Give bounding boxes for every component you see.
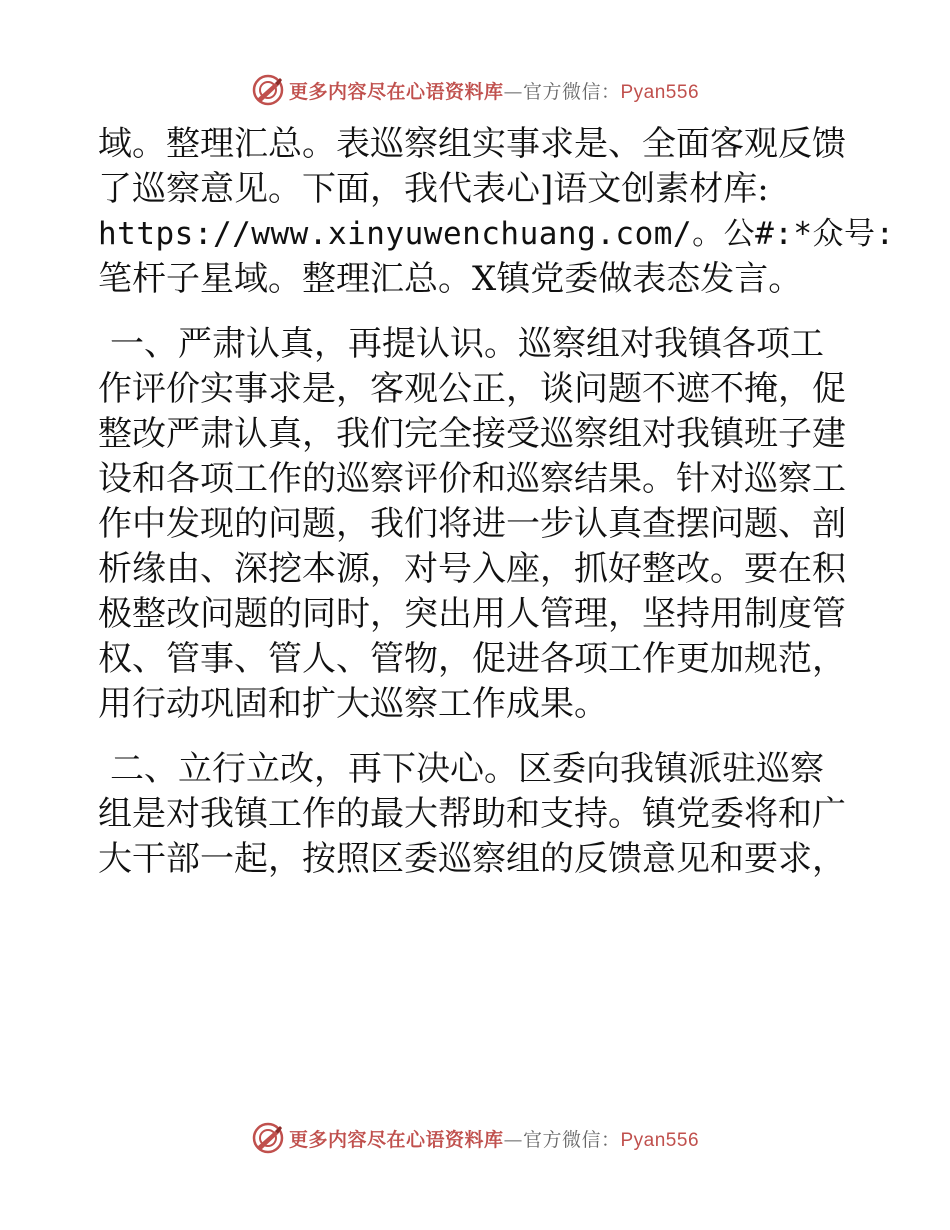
paragraph-line: 作评价实事求是，客观公正，谈问题不遮不掩，促: [98, 369, 846, 409]
header-banner: [0, 70, 950, 110]
header-banner-wechat-id: Pyan556: [620, 81, 700, 103]
footer-banner-main: 更多内容尽在心语资料库: [288, 1128, 504, 1151]
paragraph-line-url: https://www.xinyuwenchuang.com/。公#:*众号:: [98, 216, 895, 252]
paragraph-1: [98, 122, 895, 302]
footer-banner-label: 官方微信：: [522, 1128, 621, 1151]
header-banner-main: 更多内容尽在心语资料库: [288, 80, 504, 103]
paragraph-line: 设和各项工作的巡察评价和巡察结果。针对巡察工: [98, 459, 846, 499]
paragraph-line: 用行动巩固和扩大巡察工作成果。: [98, 684, 608, 724]
paragraph-line: 组是对我镇工作的最大帮助和支持。镇党委将和广: [98, 794, 846, 834]
paragraph-line: 笔杆子星域。整理汇总。X镇党委做表态发言。: [98, 259, 803, 299]
paragraph-line: 作中发现的问题，我们将进一步认真查摆问题、剖: [98, 504, 846, 544]
footer-banner-text: [289, 1125, 699, 1152]
footer-banner-separator: —: [503, 1128, 523, 1151]
paragraph-line: 权、管事、管人、管物，促进各项工作更加规范，: [98, 639, 846, 679]
paragraph-line: 二、立行立改，再下决心。区委向我镇派驻巡察: [110, 749, 824, 789]
paragraph-line: 整改严肃认真，我们完全接受巡察组对我镇班子建: [98, 414, 846, 454]
paragraph-line: 析缘由、深挖本源，对号入座，抓好整改。要在积: [98, 549, 846, 589]
brand-logo-icon: [251, 1121, 285, 1155]
paragraph-line: 极整改问题的同时，突出用人管理，坚持用制度管: [98, 594, 846, 634]
paragraph-2: [98, 322, 858, 727]
paragraph-line: 域。整理汇总。表巡察组实事求是、全面客观反馈: [98, 124, 846, 164]
paragraph-line: 了巡察意见。下面，我代表心]语文创素材库:: [98, 169, 769, 209]
paragraph-line: 一、严肃认真，再提认识。巡察组对我镇各项工: [110, 324, 824, 364]
brand-logo-icon: [251, 73, 285, 107]
header-banner-separator: —: [503, 80, 523, 103]
document-body: [98, 122, 895, 882]
footer-banner-wechat-id: Pyan556: [620, 1129, 700, 1151]
header-banner-label: 官方微信：: [522, 80, 621, 103]
footer-banner: [0, 1118, 950, 1158]
header-banner-text: [289, 77, 699, 104]
paragraph-3: [98, 747, 858, 882]
paragraph-line: 大干部一起，按照区委巡察组的反馈意见和要求，: [98, 839, 846, 879]
